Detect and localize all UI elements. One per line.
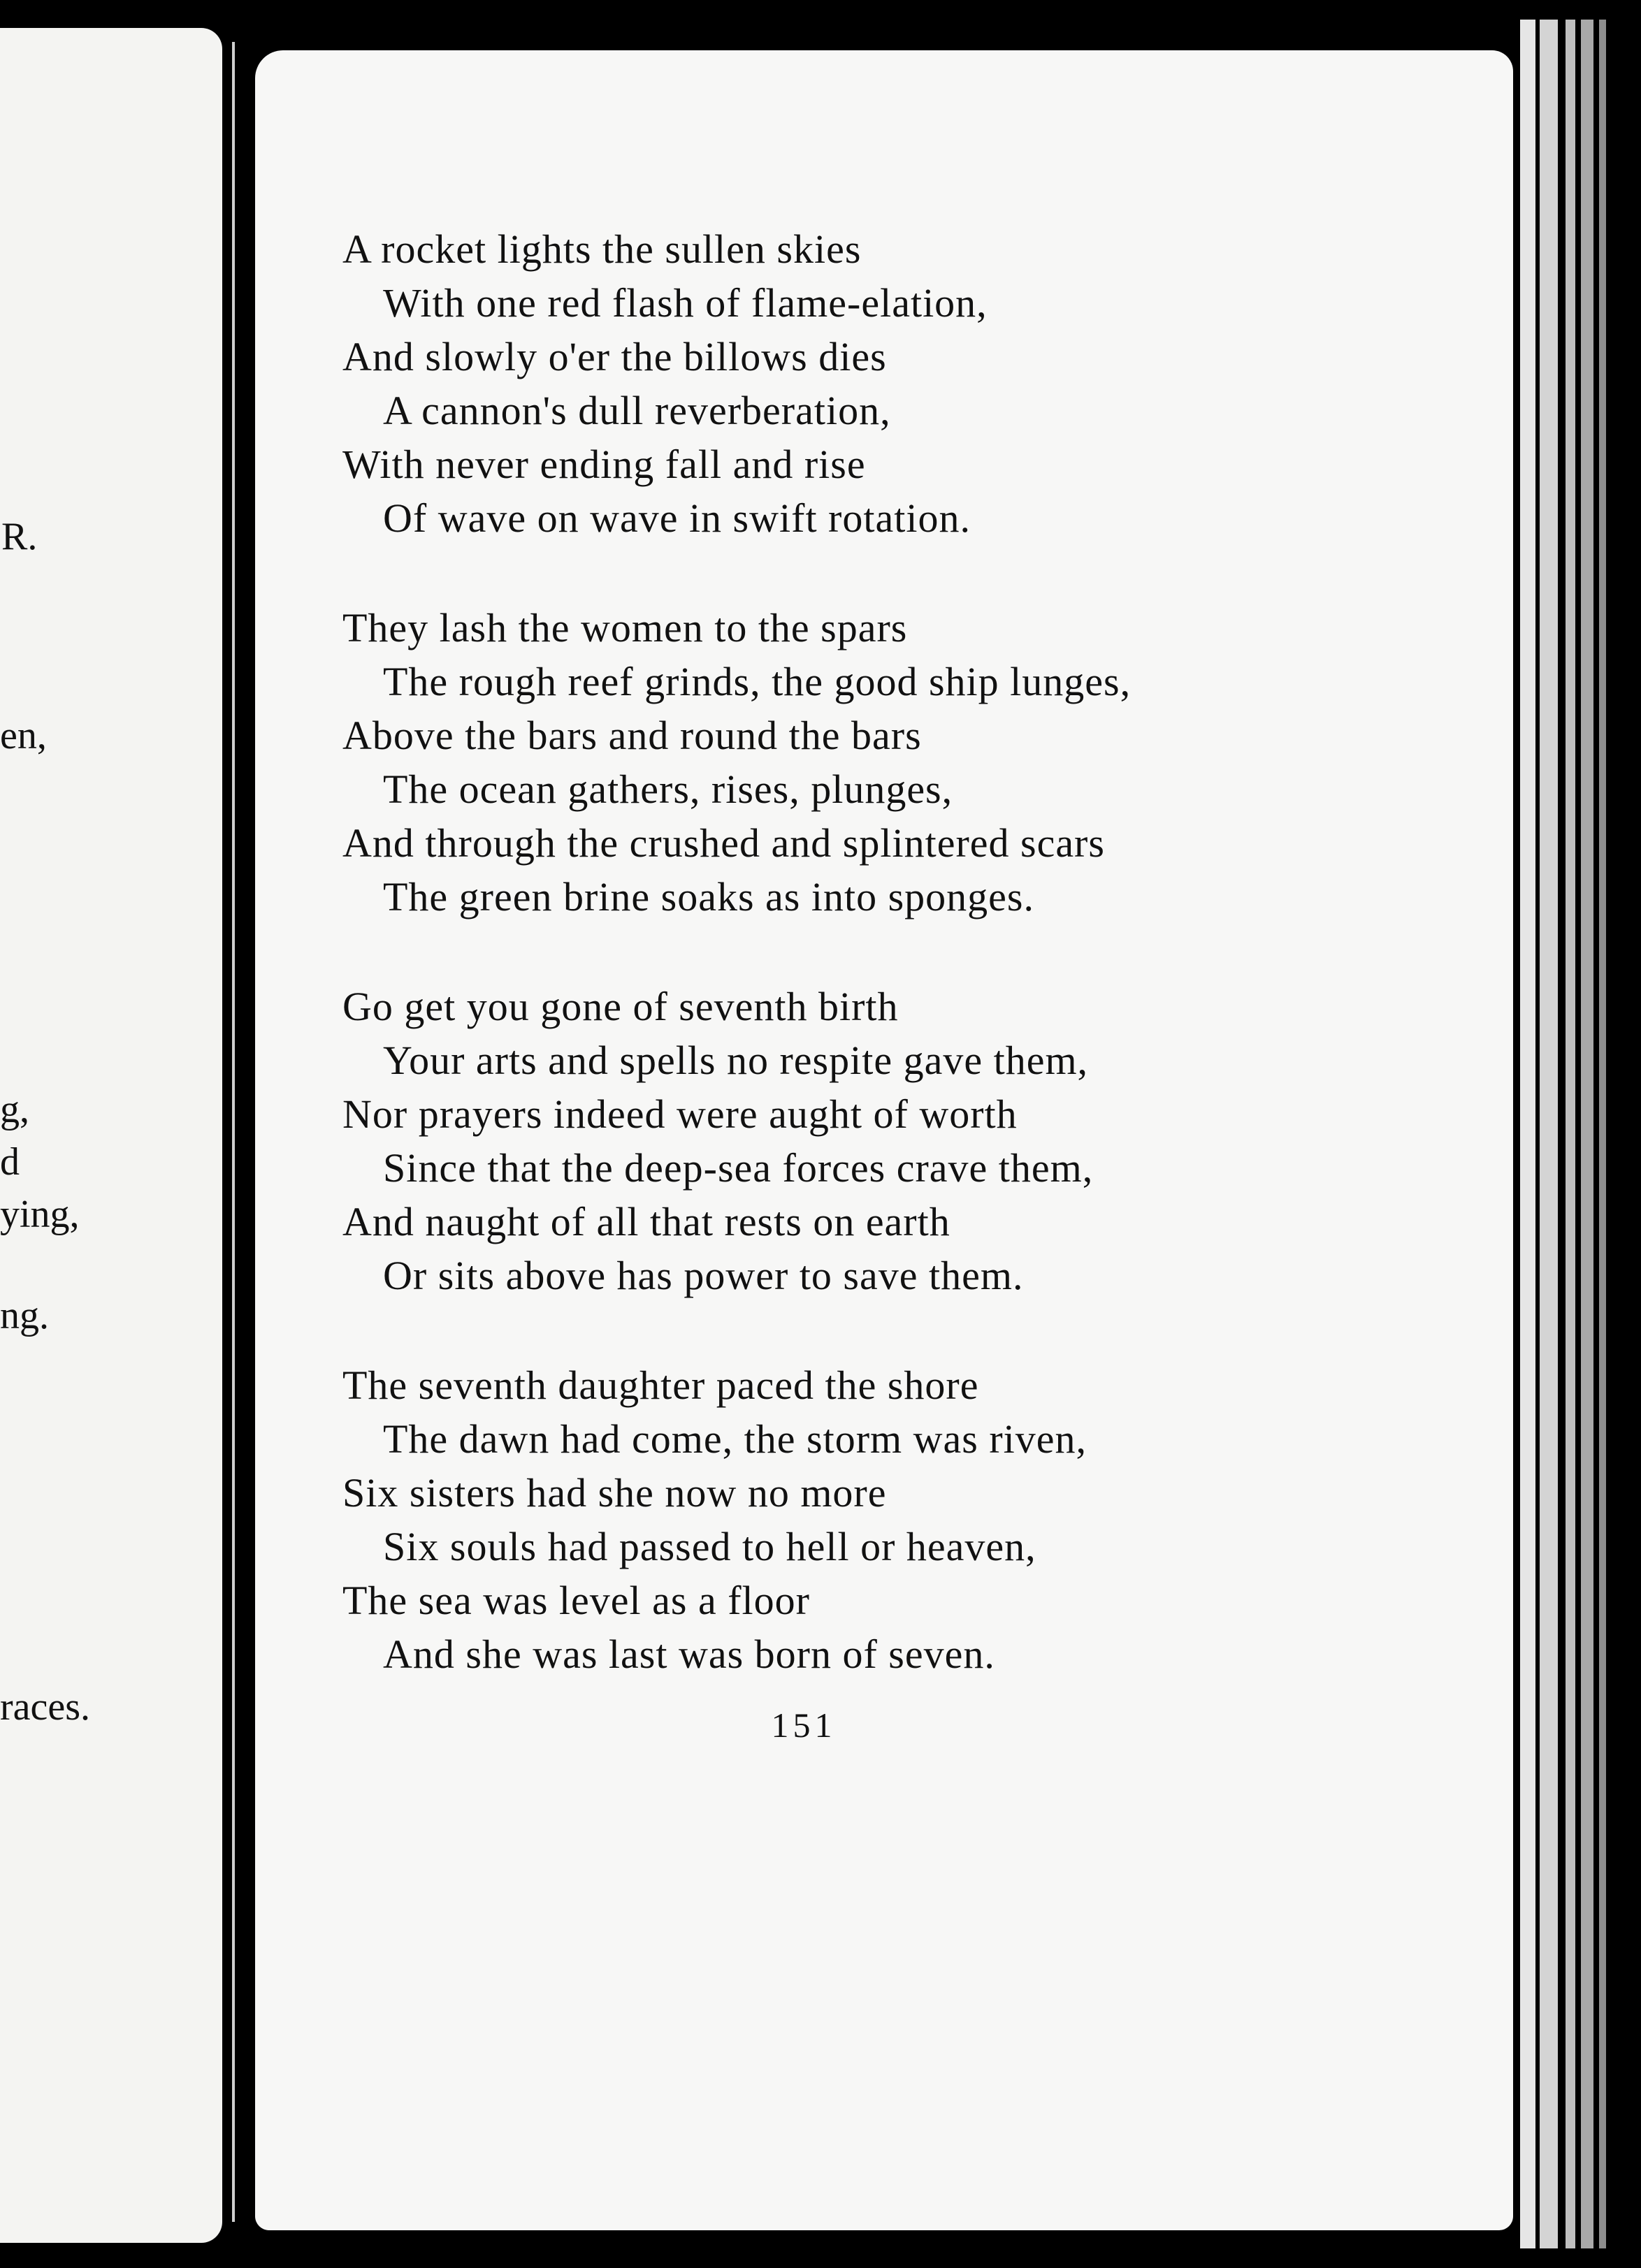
left-page-fragment: d bbox=[0, 1140, 20, 1184]
left-page-fragment: g, bbox=[0, 1088, 29, 1131]
left-page-fragment: en, bbox=[0, 714, 47, 757]
poem-line: Since that the deep-sea forces crave them, bbox=[383, 1145, 1094, 1191]
poem-line: Or sits above has power to save them. bbox=[383, 1253, 1024, 1298]
poem-line: They lash the women to the spars bbox=[342, 605, 908, 650]
poem-line: The rough reef grinds, the good ship lunges, bbox=[383, 659, 1132, 704]
stanza-3 bbox=[342, 980, 1321, 1302]
poem-line: With one red flash of flame-elation, bbox=[383, 280, 988, 326]
page-edge bbox=[1540, 20, 1558, 2248]
poem-line: Of wave on wave in swift rotation. bbox=[383, 495, 971, 541]
poem-line: A rocket lights the sullen skies bbox=[342, 226, 862, 272]
page-edge bbox=[1566, 20, 1575, 2248]
stanza-4 bbox=[342, 1358, 1321, 1681]
poem-line: And she was last was born of seven. bbox=[383, 1631, 995, 1677]
left-page-fragment: ying, bbox=[0, 1193, 80, 1236]
left-page-fragment: races. bbox=[0, 1685, 91, 1729]
page-edge bbox=[1599, 20, 1606, 2248]
poem-line: Six souls had passed to hell or heaven, bbox=[383, 1524, 1036, 1569]
poem-line: Go get you gone of seventh birth bbox=[342, 984, 899, 1029]
page-edge bbox=[1581, 20, 1593, 2248]
poem-line: A cannon's dull reverberation, bbox=[383, 388, 891, 433]
page-edge bbox=[1520, 20, 1535, 2248]
poem-line: The seventh daughter paced the shore bbox=[342, 1362, 979, 1408]
poem-line: The green brine soaks as into sponges. bbox=[383, 874, 1034, 919]
left-page bbox=[0, 28, 222, 2243]
poem-line: Above the bars and round the bars bbox=[342, 713, 922, 758]
poem-line: The ocean gathers, rises, plunges, bbox=[383, 766, 953, 812]
stanza-2 bbox=[342, 601, 1321, 924]
poem-line: And slowly o'er the billows dies bbox=[342, 334, 887, 379]
poem bbox=[342, 222, 1321, 1737]
poem-line: The dawn had come, the storm was riven, bbox=[383, 1416, 1087, 1462]
poem-line: And naught of all that rests on earth bbox=[342, 1199, 950, 1244]
poem-line: Nor prayers indeed were aught of worth bbox=[342, 1091, 1018, 1137]
page-number: 151 bbox=[771, 1706, 837, 1745]
poem-line: The sea was level as a floor bbox=[342, 1578, 810, 1623]
poem-line: With never ending fall and rise bbox=[342, 442, 866, 487]
poem-line: And through the crushed and splintered scars bbox=[342, 820, 1105, 866]
left-page-fragment: ng. bbox=[0, 1294, 49, 1337]
stanza-1 bbox=[342, 222, 1321, 545]
poem-line: Your arts and spells no respite gave them, bbox=[383, 1038, 1089, 1083]
poem-line: Six sisters had she now no more bbox=[342, 1470, 887, 1515]
book-gutter bbox=[232, 42, 235, 2222]
left-page-fragment: R. bbox=[1, 515, 38, 558]
